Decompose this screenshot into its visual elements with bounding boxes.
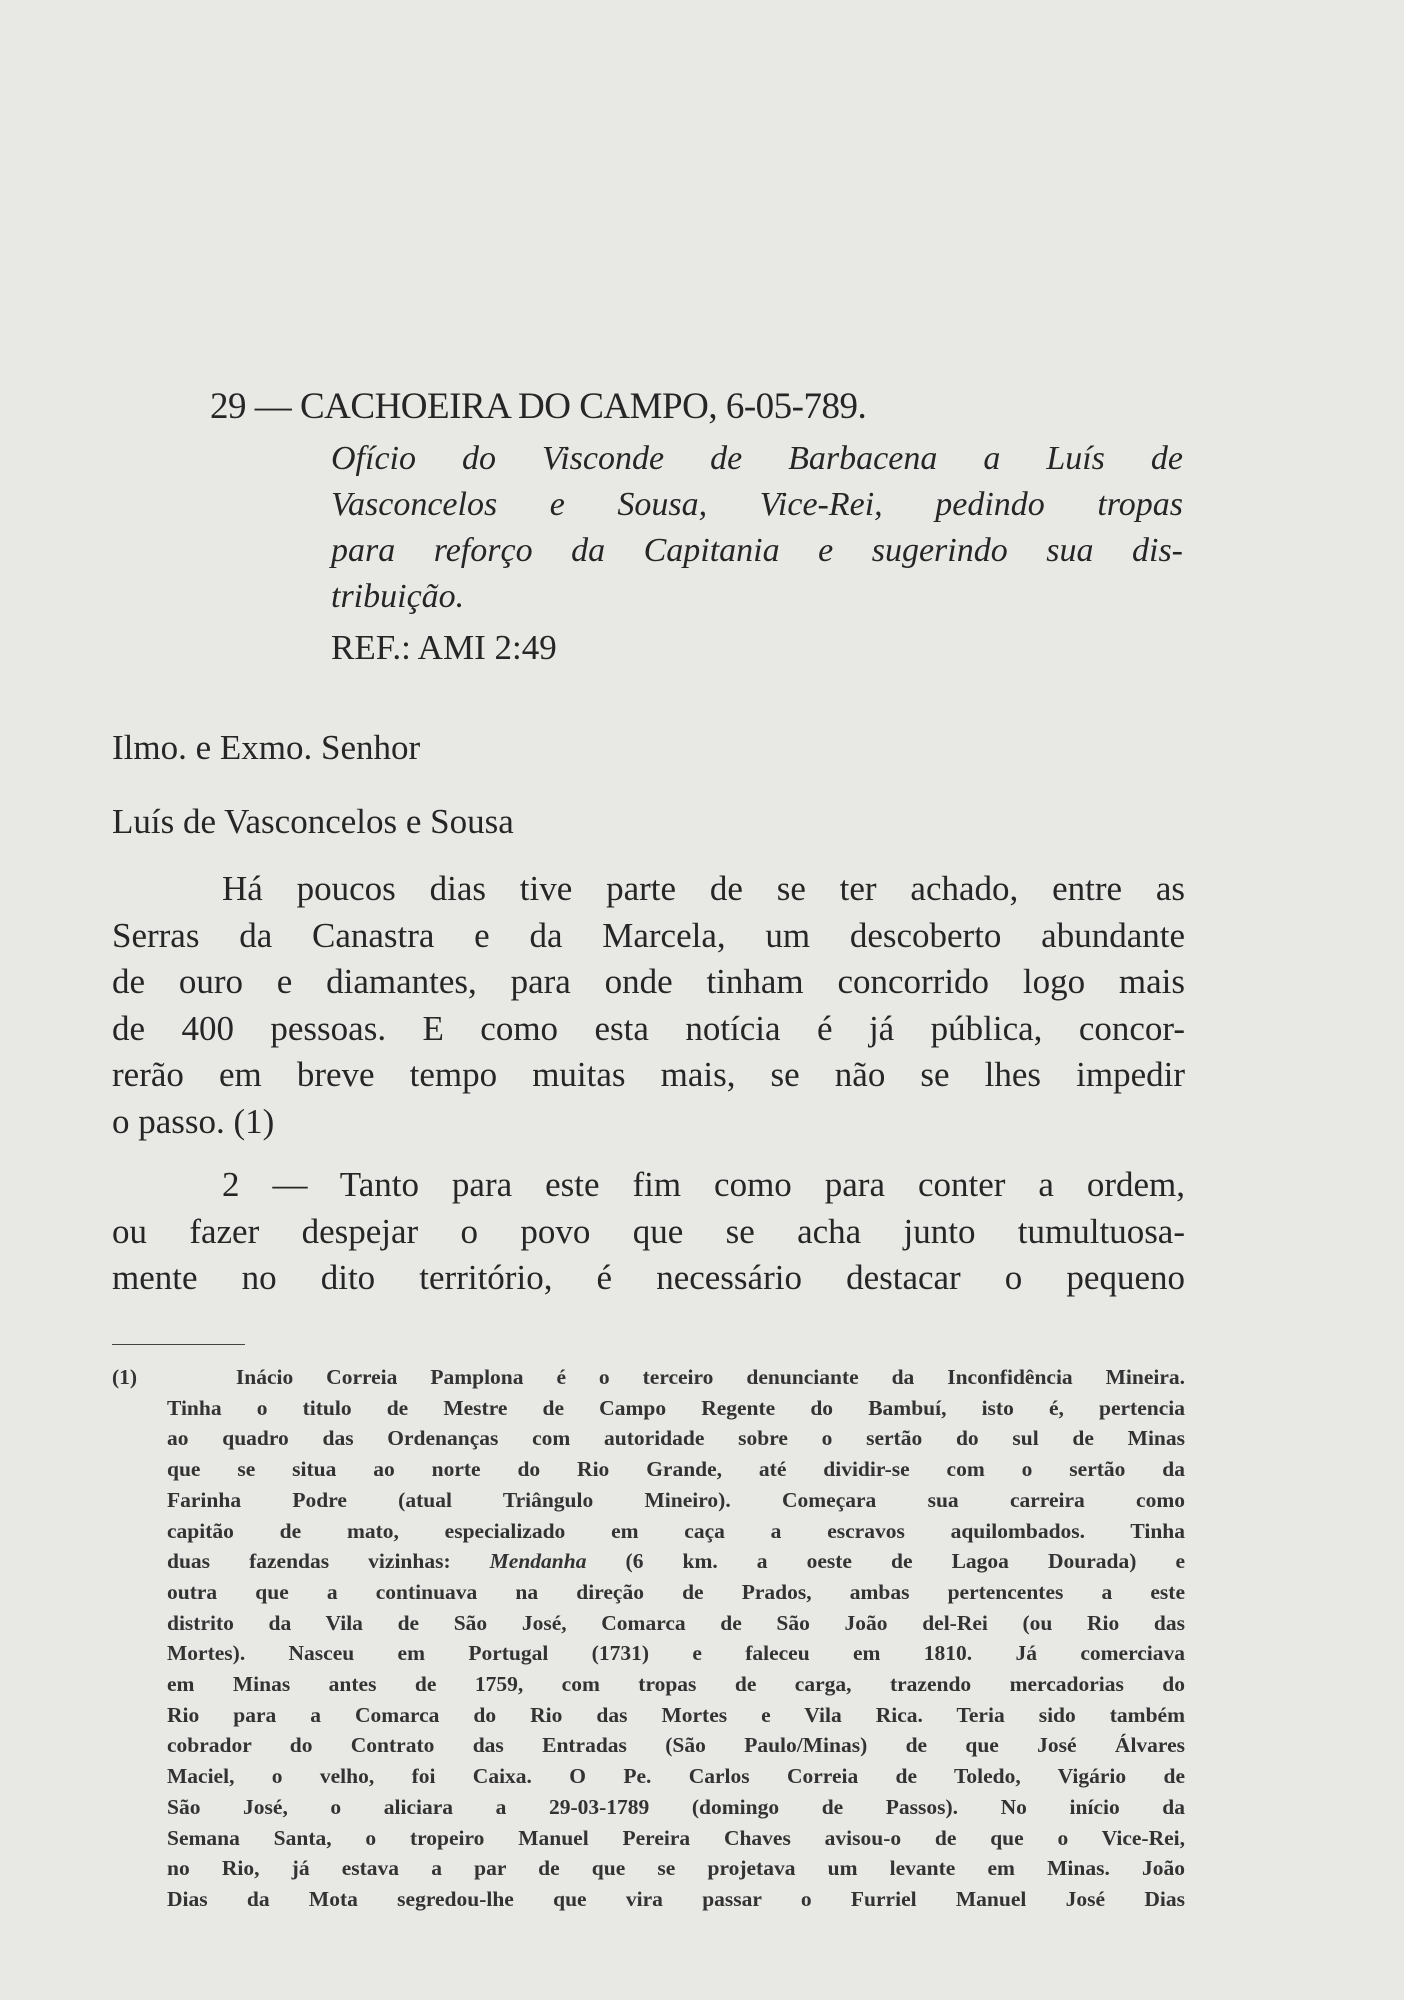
footnote-divider — [112, 1344, 245, 1345]
footnote-line: Farinha Podre (atual Triângulo Mineiro). Começara sua carreira como — [167, 1487, 1185, 1512]
paragraph-line: de 400 pessoas. E como esta notícia é já pública, concor- — [112, 1008, 1185, 1048]
paragraph-2 — [112, 1162, 1185, 1302]
footnote-line: em Minas antes de 1759, com tropas de carga, trazendo mercadorias do — [167, 1672, 1185, 1697]
document-summary — [331, 436, 1183, 620]
summary-line: Vasconcelos e Sousa, Vice-Rei, pedindo tropas — [331, 486, 1183, 523]
summary-line: Ofício do Visconde de Barbacena a Luís de — [331, 440, 1183, 477]
paragraph-line: ou fazer despejar o povo que se acha junto tumultuosa- — [112, 1211, 1185, 1251]
footnote-line: Maciel, o velho, foi Caixa. O Pe. Carlos Correia de Toledo, Vigário de — [167, 1764, 1185, 1789]
paragraph-line: de ouro e diamantes, para onde tinham concorrido logo mais — [112, 962, 1185, 1001]
summary-line: para reforço da Capitania e sugerindo sua dis- — [331, 532, 1183, 569]
footnote-line: Rio para a Comarca do Rio das Mortes e Vila Rica. Teria sido também — [167, 1702, 1185, 1727]
footnote-line: Semana Santa, o tropeiro Manuel Pereira Chaves avisou-o de que o Vice-Rei, — [167, 1825, 1185, 1850]
paragraph-1 — [112, 866, 1185, 1145]
footnote-line: distrito da Vila de São José, Comarca de São João del-Rei (ou Rio das — [167, 1610, 1185, 1635]
paragraph-line: mente no dito território, é necessário destacar o pequeno — [112, 1258, 1185, 1297]
footnote-line: Dias da Mota segredou-lhe que vira passar o Furriel Manuel José Dias — [167, 1886, 1185, 1911]
footnote-line: São José, o aliciara a 29-03-1789 (domingo de Passos). No início da — [167, 1794, 1185, 1819]
footnote-line — [112, 1546, 1185, 1577]
footnote-line: outra que a continuava na direção de Prados, ambas pertencentes a este — [167, 1579, 1185, 1604]
reference: REF.: AMI 2:49 — [331, 628, 557, 667]
footnote-text: Inácio Correia Pamplona é o terceiro denunciante da Inconfidência Mineira. — [235, 1365, 1186, 1389]
footnote-line: capitão de mato, especializado em caça a escravos aquilombados. Tinha — [167, 1518, 1185, 1543]
footnote-line: cobrador do Contrato das Entradas (São Paulo/Minas) de que José Álvares — [167, 1733, 1185, 1758]
footnote-line: ao quadro das Ordenanças com autoridade sobre o sertão do sul de Minas — [167, 1426, 1185, 1451]
salutation-title: Ilmo. e Exmo. Senhor — [112, 728, 421, 767]
footnote-text: (6 km. a oeste de Lagoa Dourada) e — [625, 1549, 1185, 1574]
footnote-line — [112, 1362, 1185, 1393]
summary-line: tribuição. — [331, 578, 465, 615]
footnote-marker: (1) — [112, 1365, 138, 1389]
salutation-name: Luís de Vasconcelos e Sousa — [112, 802, 514, 841]
footnote — [112, 1362, 1185, 1915]
paragraph-line: 2 — Tanto para este fim como para conter a ordem, — [222, 1165, 1185, 1204]
footnote-text: duas fazendas vizinhas: — [167, 1549, 451, 1574]
paragraph-line: o passo. (1) — [112, 1101, 275, 1141]
paragraph-line: Há poucos dias tive parte de se ter achado, entre as — [222, 869, 1185, 908]
footnote-line: que se situa ao norte do Rio Grande, até dividir-se com o sertão da — [167, 1457, 1185, 1482]
document-heading: 29 — CACHOEIRA DO CAMPO, 6-05-789. — [210, 386, 867, 427]
footnote-line: Tinha o titulo de Mestre de Campo Regente do Bambuí, isto é, pertencia — [167, 1395, 1185, 1420]
footnote-italic-place: Mendanha — [489, 1549, 587, 1574]
footnote-line: Mortes). Nasceu em Portugal (1731) e faleceu em 1810. Já comerciava — [167, 1641, 1185, 1666]
footnote-line: no Rio, já estava a par de que se projetava um levante em Minas. João — [167, 1856, 1185, 1881]
paragraph-line: rerão em breve tempo muitas mais, se não se lhes impedir — [112, 1055, 1185, 1094]
paragraph-line: Serras da Canastra e da Marcela, um descoberto abundante — [112, 915, 1185, 955]
